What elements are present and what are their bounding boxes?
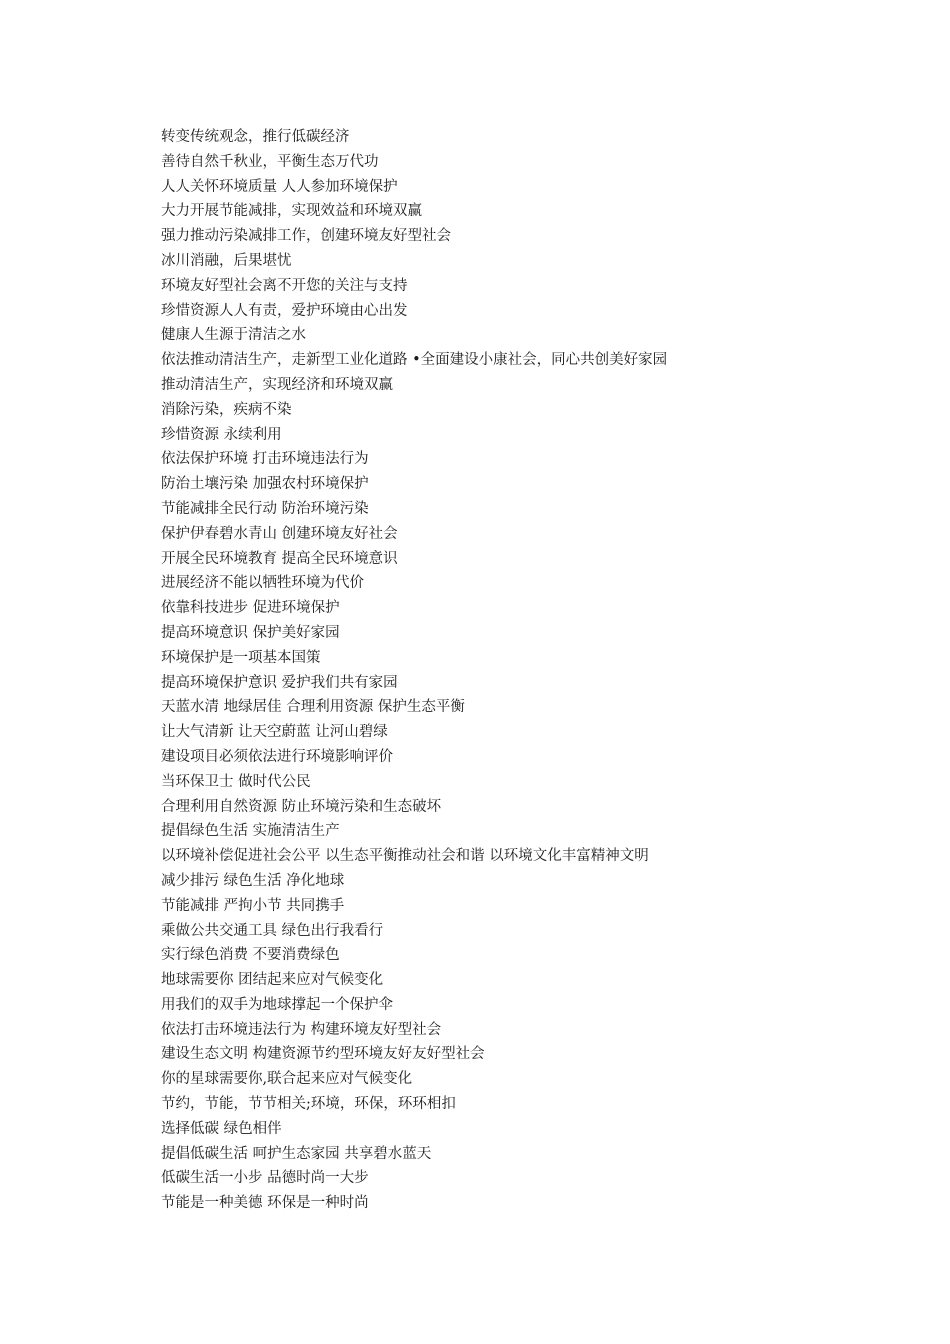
slogan-line: 转变传统观念，推行低碳经济	[161, 129, 350, 145]
slogan-line: 建设生态文明 构建资源节约型环境友好友好型社会	[161, 1046, 485, 1063]
slogan-line: 节能减排全民行动 防治环境污染	[161, 500, 369, 517]
slogan-line: 防治土壤污染 加强农村环境保护	[161, 476, 369, 493]
slogan-line: 推动清洁生产，实现经济和环境双赢	[161, 376, 393, 393]
slogan-line: 人人关怀环境质量 人人参加环境保护	[161, 178, 398, 195]
slogan-line: 实行绿色消费 不要消费绿色	[161, 947, 340, 964]
slogan-line: 健康人生源于清洁之水	[161, 327, 306, 344]
slogan-line: 以环境补偿促进社会公平 以生态平衡推动社会和谐 以环境文化丰富精神文明	[161, 848, 649, 865]
slogan-line: 保护伊春碧水青山 创建环境友好社会	[161, 525, 398, 542]
slogan-line: 乘做公共交通工具 绿色出行我看行	[161, 922, 384, 939]
slogan-line: 节约，节能，节节相关;环境，环保，环环相扣	[161, 1096, 456, 1113]
slogan-line: 地球需要你 团结起来应对气候变化	[161, 972, 384, 989]
slogan-line: 减少排污 绿色生活 净化地球	[161, 872, 345, 889]
slogan-line: 建设项目必须依法进行环境影响评价	[161, 748, 393, 765]
slogan-list	[161, 125, 881, 1216]
slogan-line: 节能减排 严拘小节 共同携手	[161, 897, 345, 914]
slogan-line: 冰川消融，后果堪忧	[161, 252, 292, 269]
slogan-line: 提倡绿色生活 实施清洁生产	[161, 823, 340, 840]
slogan-line: 天蓝水清 地绿居佳 合理利用资源 保护生态平衡	[161, 699, 465, 716]
slogan-line: 提高环境意识 保护美好家园	[161, 624, 340, 641]
slogan-line: 消除污染，疾病不染	[161, 401, 292, 418]
slogan-line: 提高环境保护意识 爱护我们共有家园	[161, 674, 398, 691]
slogan-line: 依法推动清洁生产，走新型工业化道路 •全面建设小康社会，同心共创美好家园	[161, 352, 668, 369]
slogan-line: 低碳生活一小步 品德时尚一大步	[161, 1170, 369, 1187]
slogan-line: 环境保护是一项基本国策	[161, 649, 321, 666]
slogan-line: 节能是一种美德 环保是一种时尚	[161, 1195, 369, 1212]
slogan-line: 选择低碳 绿色相伴	[161, 1120, 282, 1137]
slogan-line: 环境友好型社会离不开您的关注与支持	[161, 277, 408, 294]
slogan-line: 你的星球需要你,联合起来应对气候变化	[161, 1071, 413, 1088]
slogan-line: 当环保卫士 做时代公民	[161, 773, 311, 790]
slogan-line: 合理利用自然资源 防止环境污染和生态破坏	[161, 798, 442, 815]
slogan-line: 用我们的双手为地球撑起一个保护伞	[161, 996, 393, 1013]
slogan-line: 强力推动污染减排工作，创建环境友好型社会	[161, 228, 451, 245]
slogan-line: 大力开展节能减排，实现效益和环境双赢	[161, 203, 422, 220]
slogan-line: 提倡低碳生活 呵护生态家园 共享碧水蓝天	[161, 1145, 432, 1162]
slogan-line: 依靠科技进步 促进环境保护	[161, 600, 340, 617]
slogan-line: 善待自然千秋业，平衡生态万代功	[161, 153, 379, 170]
slogan-line: 珍惜资源 永续利用	[161, 426, 282, 443]
slogan-line: 进展经济不能以牺牲环境为代价	[161, 575, 364, 592]
slogan-line: 依法保护环境 打击环境违法行为	[161, 451, 369, 468]
slogan-line: 开展全民环境教育 提高全民环境意识	[161, 550, 398, 567]
slogan-line: 珍惜资源人人有责，爱护环境由心出发	[161, 302, 408, 319]
slogan-line: 让大气清新 让天空蔚蓝 让河山碧绿	[161, 724, 388, 741]
slogan-line: 依法打击环境违法行为 构建环境友好型社会	[161, 1021, 442, 1038]
